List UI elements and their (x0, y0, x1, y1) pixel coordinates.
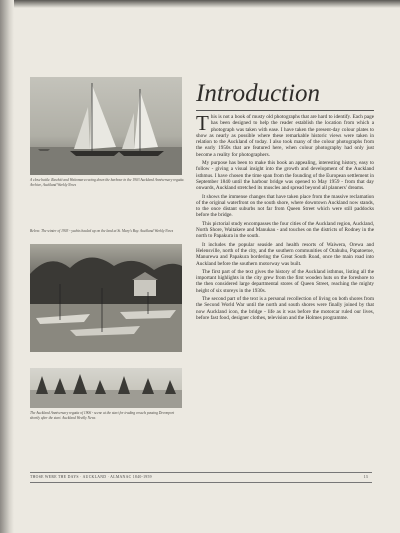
caption-bottom: The Auckland Anniversary regatta of 1906 - scene at the start for trading vessels passing Devonport shortly after the start. Auckland Weekly News (30, 411, 175, 420)
title-rule (196, 110, 374, 111)
photo-yachts-racing (30, 77, 182, 175)
binding-gutter (0, 0, 14, 533)
page-number: 13 (363, 475, 368, 479)
paragraph-7: The second part of the text is a personal recollection of living on both shores from the Second World War until the north and south shores were finally joined by that now Auckland icon, the bridge - life as it was before the motorcar ruled our lives, before fast food, designer clothes, television and the Holmes programme. (196, 296, 374, 321)
paragraph-4: This pictorial study encompasses the four cities of the Auckland region, Auckland, North Shore, Waitakere and Manukau - and touches on the districts of Rodney in the north to Papakura in the south. (196, 220, 374, 240)
drop-cap: T (196, 111, 209, 135)
caption-top: A close battle. Rawhiti and Waitomaru racing down the harbour in the 1903 Auckland Anniversary regatta. Archive, Auckland Weekly News (30, 178, 185, 187)
photo-regatta-1906 (30, 368, 182, 408)
photo-bay-winter (30, 244, 182, 352)
paragraph-2: My purpose has been to make this book an appealing, interesting history, easy to follow - giving a visual insight into the growth and development of the Auckland isthmus. I have chosen the time span from the founding of the European settlement in September 1840 until the harbour bridge was opened to May 1959 - from that day onwards, Auckland stretched its muscles and spread beyond all planners' dreams. (196, 160, 374, 192)
page-footer (30, 472, 372, 483)
page-title: Introduction (196, 80, 321, 107)
caption-middle: Below: The winter of 1903 - yachts hauled up on the land at St. Mary's Bay. Auckland Weekly News (30, 229, 174, 233)
footer-title: THOSE WERE THE DAYS · AUCKLAND · ALMANAC 1840-1959 (30, 475, 152, 479)
paragraph-6: The first part of the text gives the history of the Auckland isthmus, listing all the important highlights in the city grew from the first wooden huts on the foreshore to the then considered large departmental stores of Queen Street, reaching the mighty height of six storeys in the 1930s. (196, 268, 374, 294)
paragraph-5: It includes the popular seaside and health resorts of Waiwera, Orewa and Helensville, north of the city, and the southern communities of Otahuhu, Papatoetoe, Manurewa and Papakura bordering the Great South Road, once the main road into Auckland before the southern motorway was built. (196, 241, 374, 267)
article-body (196, 111, 374, 323)
paragraph-1: This is not a book of musty old photographs that are hard to identify. Each page has been designed to help the reader establish the location from which a photograph was taken with ease. I have taken the present-day colour plates to show as nearly as possible where these remarkable historic views were taken in relation to the Auckland of today. I also took many of the colour photographs from the early 1950s that are featured here, when colour photography had only just become a reality for photographers. (196, 111, 374, 158)
paragraph-3: It shows the immense changes that have taken place from the massive reclamation of the original waterfront on the south shore, where downtown Auckland now stands, to the once distant suburbs not far from Queen Street which were still paddocks before the bridge. (196, 193, 374, 219)
top-shadow (0, 0, 400, 8)
